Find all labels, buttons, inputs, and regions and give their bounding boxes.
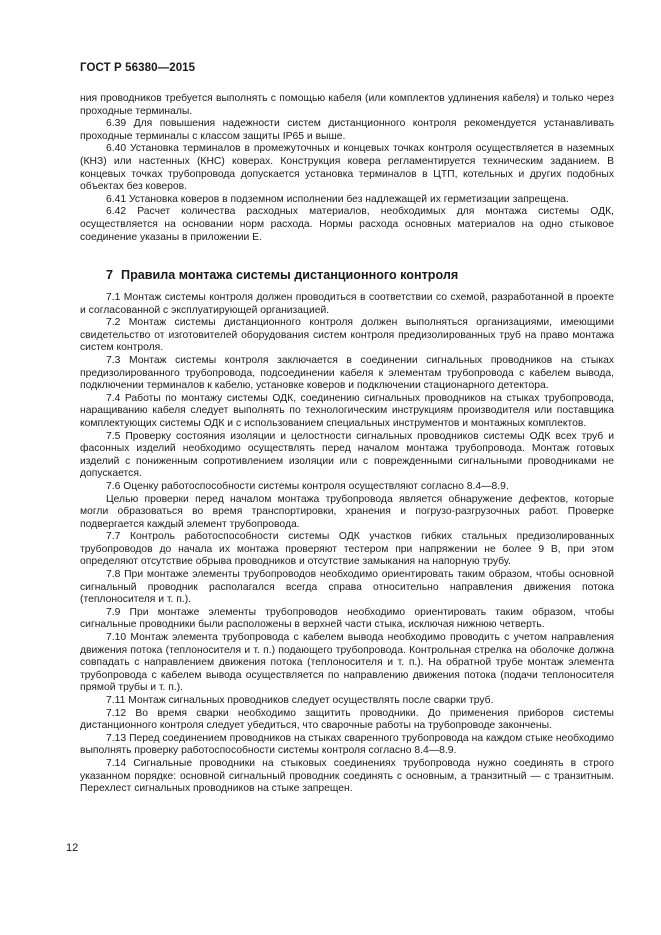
paragraph-6-39: 6.39 Для повышения надежности систем дистанционного контроля рекомендуется устанавливать проходные терминалы с классом защиты IP65 и выше. — [80, 118, 614, 142]
paragraph-7-14: 7.14 Сигнальные проводники на стыковых соединениях трубопровода нужно соединять в строго указанном порядке: основной сигнальный проводник соединять с основным, а транзитный — с транзитным. Перехлест сигнальных проводников на стыке запрещен. — [80, 757, 614, 795]
paragraph-7-10: 7.10 Монтаж элемента трубопровода с кабелем вывода необходимо проводить с учетом направления движения потока (теплоносителя и т. п.) подающего трубопровода. Контрольная стрелка на оболочке должна совпадать с направлением движения потока (теплоносителя и т. п.). На обратной трубе монтаж элемента трубопровода с кабелем вывода осуществляется по направлению движения потока (подачи теплоносителя прямой трубы и т. п.). — [80, 632, 614, 694]
section-heading — [106, 268, 458, 282]
paragraph-7-13: 7.13 Перед соединением проводников на стыках сваренного трубопровода на каждом стыке необходимо выполнять проверку работоспособности системы контроля согласно 8.4—8.9. — [80, 732, 614, 757]
paragraph-6-42: 6.42 Расчет количества расходных материалов, необходимых для монтажа системы ОДК, осуществляется на основании норм расхода. Нормы расхода основных материалов на одно стыковое соединение указаны в приложении Е. — [80, 206, 614, 243]
document-header: ГОСТ Р 56380—2015 — [80, 62, 196, 74]
paragraph-6-41: 6.41 Установка коверов в подземном исполнении без надлежащей их герметизации запрещена. — [106, 193, 569, 205]
paragraph-7-6-purpose: Целью проверки перед началом монтажа трубопровода является обнаружение дефектов, которые могли образоваться во время транспортировки, хранения и погрузо-разгрузочных работ. Проверке подвергается каждый элемент трубопровода. — [80, 493, 614, 530]
paragraph-7-7: 7.7 Контроль работоспособности системы ОДК участков гибких стальных предизолированных трубопроводов до начала их монтажа проверяют тестером при напряжении не более 9 В, при этом определяют отсутствие обрыва проводников и отсутствие замыкания на напорную трубу. — [80, 531, 614, 568]
paragraph-7-12: 7.12 Во время сварки необходимо защитить проводники. До применения приборов системы дистанционного контроля следует убедиться, что сварочные работы на трубопроводе закончены. — [80, 707, 614, 732]
paragraph-7-5: 7.5 Проверку состояния изоляции и целостности сигнальных проводников системы ОДК всех труб и фасонных изделий необходимо осуществлять перед началом монтажа трубопровода. Монтаж готовых изделий с пониженным сопротивлением изоляции или с поврежденными сигнальными проводниками не допускается. — [80, 430, 614, 480]
paragraph-7-3: 7.3 Монтаж системы контроля заключается в соединении сигнальных проводников на стыках предизолированного трубопровода, подсоединении кабеля к элементам трубопровода с кабелем вывода, подключении терминалов к кабелю, установке коверов и подключении стационарного детектора. — [80, 354, 614, 392]
paragraph-continuation: ния проводников требуется выполнять с помощью кабеля (или комплектов удлинения кабеля) и только через проходные терминалы. — [80, 93, 614, 117]
paragraph-7-6: 7.6 Оценку работоспособности системы контроля осуществляют согласно 8.4—8.9. — [106, 480, 509, 492]
paragraph-7-1: 7.1 Монтаж системы контроля должен проводиться в соответствии со схемой, разработанной в проекте и согласованной с эксплуатирующей организацией. — [80, 292, 614, 316]
section-text-block — [80, 292, 614, 796]
section-number: 7 — [106, 268, 114, 282]
intro-text-block — [80, 93, 614, 244]
paragraph-7-11: 7.11 Монтаж сигнальных проводников следует осуществлять после сварки труб. — [106, 695, 494, 706]
paragraph-7-8: 7.8 При монтаже элементы трубопроводов необходимо ориентировать таким образом, чтобы основной сигнальный проводник располагался всегда справа относительно направления движения потока (теплоносителя и т. п.). — [80, 569, 614, 606]
paragraph-7-9: 7.9 При монтаже элементы трубопроводов необходимо ориентировать таким образом, чтобы сигнальные проводники были расположены в верхней части стыка, исключая нижнюю четверть. — [80, 606, 614, 631]
paragraph-6-40: 6.40 Установка терминалов в промежуточных и концевых точках контроля осуществляется в наземных (КНЗ) или настенных (КНС) коверах. Конструкция ковера регламентируется техническим заданием. В концевых точках трубопровода допускается установка терминалов в ЦТП, котельных и других подобных объектах без коверов. — [80, 143, 614, 193]
section-title: Правила монтажа системы дистанционного контроля — [121, 268, 459, 282]
page-number: 12 — [66, 842, 79, 854]
paragraph-7-4: 7.4 Работы по монтажу системы ОДК, соединению сигнальных проводников на стыках трубопровода, наращиванию кабеля следует выполнять по технологическим инструкциям производителя или поставщика комплектующих системы ОДК и с использованием специальных инструментов и монтажных комплектов. — [80, 392, 614, 429]
paragraph-7-2: 7.2 Монтаж системы дистанционного контроля должен выполняться организациями, имеющими свидетельство от изготовителей оборудования систем контроля предизолированных труб на право монтажа систем контроля. — [80, 317, 614, 354]
